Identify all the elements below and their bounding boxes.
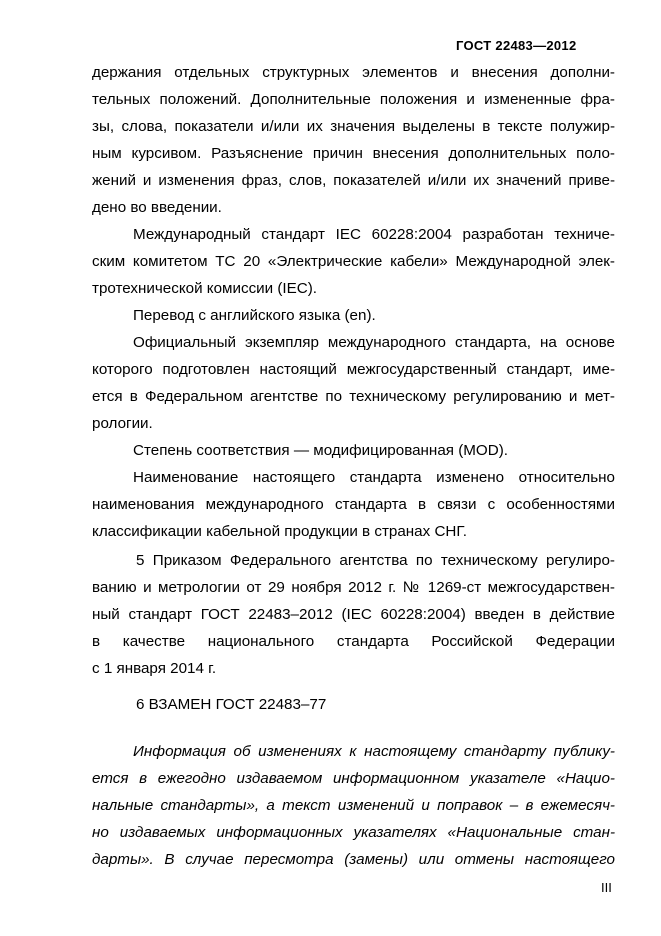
text-line: с 1 января 2014 г. — [92, 660, 217, 677]
text-line: ванию и метрологии от 29 ноября 2012 г. № 1269-ст межгосударствен- — [92, 579, 615, 596]
text-line: Официальный экземпляр международного стандарта, на основе — [133, 334, 615, 351]
text-line: Наименование настоящего стандарта изменено относительно — [133, 469, 615, 486]
text-line: ным курсивом. Разъяснение причин внесения дополнительных поло- — [92, 145, 615, 162]
text-line: но издаваемых информационных указателях «Национальные стан- — [92, 824, 615, 841]
text-line: ется в Федеральном агентстве по техническому регулированию и мет- — [92, 388, 615, 405]
text-line: 5 Приказом Федерального агентства по техническому регулиро- — [136, 552, 615, 569]
text-line: ется в ежегодно издаваемом информационном указателе «Нацио- — [92, 770, 615, 787]
text-line: которого подготовлен настоящий межгосударственный стандарт, име- — [92, 361, 615, 378]
text-line: в качестве национального стандарта Российской Федерации — [92, 633, 615, 650]
text-line: Информация об изменениях к настоящему стандарту публику- — [133, 743, 615, 760]
text-line: нальные стандарты», а текст изменений и поправок – в ежемесяч- — [92, 797, 615, 814]
page-number: III — [601, 880, 612, 895]
text-line: держания отдельных структурных элементов и внесения дополни- — [92, 64, 615, 81]
text-line: зы, слова, показатели и/или их значения выделены в тексте полужир- — [92, 118, 615, 135]
document-header: ГОСТ 22483—2012 — [456, 38, 577, 53]
text-line: Международный стандарт IEC 60228:2004 разработан техниче- — [133, 226, 615, 243]
text-line: дено во введении. — [92, 199, 222, 216]
text-line: тельных положений. Дополнительные положения и измененные фра- — [92, 91, 615, 108]
text-line: наименования международного стандарта в связи с особенностями — [92, 496, 615, 513]
text-line: ный стандарт ГОСТ 22483–2012 (IEC 60228:2004) введен в действие — [92, 606, 615, 623]
text-line: Перевод с английского языка (en). — [133, 307, 376, 324]
section-heading: 6 ВЗАМЕН ГОСТ 22483–77 — [136, 696, 327, 713]
text-line: рологии. — [92, 415, 153, 432]
text-line: дарты». В случае пересмотра (замены) или отмены настоящего — [92, 851, 615, 868]
text-line: классификации кабельной продукции в странах СНГ. — [92, 523, 467, 540]
text-line: жений и изменения фраз, слов, показателей и/или их значений приве- — [92, 172, 615, 189]
text-line: Степень соответствия — модифицированная (MOD). — [133, 442, 508, 459]
text-line: ским комитетом ТС 20 «Электрические кабели» Международной элек- — [92, 253, 615, 270]
text-line: тротехнической комиссии (IEC). — [92, 280, 318, 297]
